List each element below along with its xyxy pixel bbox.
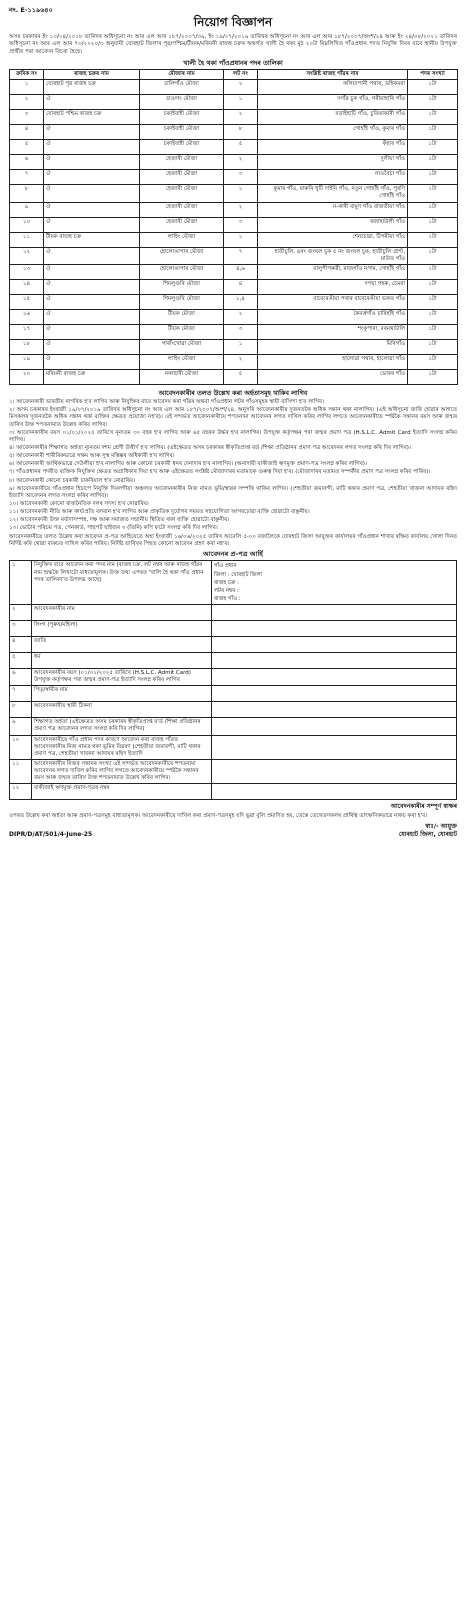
- form-row: [10, 784, 457, 800]
- form-row-value-field[interactable]: [212, 620, 457, 636]
- condition-item: ৩। আবেদনকাৰীৰ বয়স ০১/০১/২০২৫ তাৰিখে নূন্যতম ৩০ বছৰ হ'ব লাগিব আৰু ৬৫ বছৰৰ উৰ্দ্ধৰ হ'ব নালাগিব। উপযুক্ত কৰ্তৃপক্ষৰ পৰা জন্মৰ প্ৰমাণ পত্ৰ (H.S.L.C. Admit Card ইত্যাদি সংলগ্ন কৰিব লাগিব।: [9, 429, 457, 443]
- form-row-label: ধৰ্ম: [32, 652, 212, 668]
- dipr-number: DIPR/D/AT/501/4-June-25: [9, 831, 93, 839]
- cell-circle: ঐ: [44, 264, 140, 279]
- cell-sl: ৬: [10, 155, 44, 170]
- form-row-label: লিংগ (পুৰুষ/মহিলা): [32, 620, 212, 636]
- form-row: [10, 561, 457, 605]
- form-row-label: বাকীজাই ঋণমুক্ত প্ৰমাণ-পত্ৰৰ নম্বৰ: [32, 784, 212, 800]
- cell-village: গোহাঁই গাঁও, কুমাৰ গাঁও: [258, 125, 408, 140]
- table-row: [10, 140, 458, 155]
- cell-circle: ঐ: [44, 170, 140, 185]
- header-circle: ৰাজহ চক্ৰৰ নাম: [44, 70, 140, 80]
- cell-lot: ১,৪: [224, 294, 258, 309]
- cell-mouza: নকাছাৰী মৌজা: [140, 369, 224, 384]
- cell-sl: ৯: [10, 202, 44, 217]
- conditions-closing: আবেদনকাৰীয়ে তলত উল্লেখ কৰা আবেদন প্ৰ-পত্ৰ আহিয়েতে অহা ইংৰাজী ১৬/০৬/২০২৫ তাৰিখ আবেলি ৫-০০ বজালৈকে যোৰহাট জিলা আযুক্তৰ কাৰ্যালয়ৰ গাঁওপ্ৰধান শাখাৰ ৰক্ষিত কাৰ্যালয় খোলা দিনত নিৰ্দিষ্ট কৰি থোৱা বাকচত দাখিল কৰিব পাৰিব। নিৰ্দিষ্ট তাৰিখৰ পিছত কোনো আবেদন গ্ৰহণ কৰা নহ'ব।: [9, 533, 457, 547]
- cell-mouza: চকাইবাহী মৌজা: [140, 140, 224, 155]
- cell-mouza: হোলোঙাপাৰ মৌজা: [140, 264, 224, 279]
- vacancy-table-body: [10, 80, 458, 385]
- cell-lot: ২: [224, 155, 258, 170]
- form-row-value-field[interactable]: [212, 702, 457, 718]
- cell-lot: ১: [224, 339, 258, 354]
- table-row: [10, 232, 458, 247]
- cell-lot: ৩: [224, 217, 258, 232]
- form-row-label: আবেদনকাৰীৰ বয়স (০১/০১/২০২৫ তাৰিখে (H.S.L.C. Admit Card) উপযুক্ত কৰ্তৃপক্ষৰ পৰা জন্মৰ প্ৰমাণ-পত্ৰ ইত্যাদি সংলগ্ন কৰিব লাগিব: [32, 668, 212, 685]
- cell-circle: ঐ: [44, 217, 140, 232]
- form-row-label: জাতি: [32, 636, 212, 652]
- cell-lot: ২: [224, 309, 258, 324]
- form-row-label: আবেদনকাৰীৰ নিজৰ সন্তানৰ সংখ্যা এই সন্দৰ্ভত আবেদনকাৰীয়ে শপতনামা আবেদনৰ লগত দাখিল কৰিব লাগিব লগতে আবেদনকাৰীয়ে স্পষ্টকৈ সন্তানৰ বয়স আৰু জন্মৰ তাৰিখ উক্ত শপতনামাত উল্লেখ কৰিব লাগিব।: [32, 759, 212, 783]
- cell-village: কঁহাৰ গাঁও: [258, 140, 408, 155]
- reference-number: নং. E-১১৯৬৪০: [9, 6, 53, 14]
- cell-circle: ঐ: [44, 140, 140, 155]
- condition-item: ৮। আবেদনকাৰী কোনো চৰকাৰী চাকৰিয়াল হ'ব নোৱাৰিব।: [9, 477, 136, 484]
- cell-sl: ১২: [10, 247, 44, 264]
- vacancy-table-title: খালী হৈ থকা গাঁওপ্ৰধানৰ পদৰ তালিকা: [183, 58, 283, 67]
- cell-posts: ১টা: [408, 202, 458, 217]
- header-sl: ক্ৰমিক নং: [10, 70, 44, 80]
- cell-circle: মৰিয়নী ৰাজহ চক্ৰ: [44, 369, 140, 384]
- cell-lot: ৪,৬: [224, 264, 258, 279]
- cell-mouza: টীয়ক মৌজা: [140, 324, 224, 339]
- condition-item: ১০। আবেদনকাৰী কোনো ৰাজনৈতিক দলৰ সদস্য হ'ব নোৱাৰিব।: [9, 501, 149, 508]
- cell-lot: ২: [224, 110, 258, 125]
- cell-village: হাতীচুলি, ৪নং জংঘল চুক ৫ নং জংঘল চুক, হাতীচুলি গ্ৰাণ্ট, মাউত গাঁও: [258, 247, 408, 264]
- cell-village: ৰজাহাউলী গাঁও: [258, 217, 408, 232]
- cell-mouza: লাহিং মৌজা: [140, 232, 224, 247]
- form-row-number: ৩: [10, 620, 32, 636]
- cell-circle: যোৰহাট পশ্চিম ৰাজহ চক্ৰ: [44, 110, 140, 125]
- cell-sl: ৮: [10, 185, 44, 202]
- cell-posts: ১টা: [408, 294, 458, 309]
- table-row: [10, 369, 458, 384]
- page-title: নিয়োগ বিজ্ঞাপন: [193, 15, 273, 30]
- form-row-number: ৪: [10, 636, 32, 652]
- condition-item: ৪। আবেদনকাৰীৰ শিক্ষাগত অৰ্হতা ন্যূনতম দশম শ্ৰেণী উত্তীৰ্ণ হ'ব লাগিব। (এইক্ষেত্ৰত অসম চৰকাৰৰ স্বীকৃতিপ্ৰাপ্ত বৰ্ড /শিক্ষা প্ৰতিষ্ঠানৰ প্ৰমাণ পত্ৰ আবেদনৰ লগত সংলগ্ন কৰি দিব লাগিব)।: [9, 445, 411, 452]
- form-row: [10, 668, 457, 685]
- cell-village: শেনচোৱা, টিপমীয়া গাঁও: [258, 232, 408, 247]
- cell-village: শংকুপাৰা, বৰমথাউলি: [258, 324, 408, 339]
- cell-posts: ১টা: [408, 170, 458, 185]
- cell-posts: ১টা: [408, 95, 458, 110]
- intro-paragraph: অসম চৰকাৰৰ ইং ১০/০৪/২০১৮ তাৰিখৰ অধিসূচনা নং আৰ এল আৰ ১৮৭/২০০৭/৩৯, ইং ১৯/০৭/২০১৯ তাৰিখৰ অধিসূচনা নং আৰ এল আৰ ১৮৭/২০০৭/অংশ/২৪ আৰু ইং ২৪/০৮/২০২১ তাৰিখৰ অধিসূচনা নং আৰ এল আৰ ৭৩/২০২০/৩ অনুযায়ী যোৰহাট জিলাৰ পূৱ/পশ্চিম/টীয়ক/মৰিয়নী ৰাজহ চক্ৰৰ অন্তৰ্গত খালী হৈ থকা মুঠ ২০টা নিম্নলিখিত গাঁওপ্ৰধান পদত নিযুক্তি দিবৰ বাবে স্থানীয় উপযুক্ত প্ৰাৰ্থীৰ পৰা আবেদন বিচৰা হৈছে।: [9, 34, 457, 55]
- vacancy-table: [9, 69, 458, 385]
- form-row-number: ৮: [10, 702, 32, 718]
- cell-circle: ঐ: [44, 294, 140, 309]
- cell-lot: ৭: [224, 247, 258, 264]
- form-row: [10, 620, 457, 636]
- form-row-label: পিতৃ/স্বামীৰ নাম: [32, 686, 212, 702]
- table-row: [10, 309, 458, 324]
- cell-circle: ঐ: [44, 339, 140, 354]
- table-row: [10, 185, 458, 202]
- header-mouza: মৌজাৰ নাম: [140, 70, 224, 80]
- condition-item: ৯। আবেদনকাৰীয়ে গাঁওপ্ৰধান হিচাপে নিযুক্তি দিবলগীয়া অঞ্চলত আবেদনকাৰীৰ নিজ নামত ভূমি/স্থাৱৰ সম্পত্তি থাকিব লাগিব। (শেহতীয়া জমাবন্দী, মাটি থকাৰ প্ৰমাণ পত্ৰ, শেহতীয়া খাজনা আদায়ৰ ৰছিদ ইত্যাদি আবেদনৰ লগত সংলগ্ন কৰিব লাগিব)।: [9, 485, 457, 499]
- table-row: [10, 110, 458, 125]
- form-row-label: আবেদনকাৰীৰ নাম: [32, 604, 212, 620]
- cell-sl: ৩: [10, 110, 44, 125]
- cell-sl: ১১: [10, 232, 44, 247]
- form-row-value-field[interactable]: [212, 759, 457, 783]
- condition-item: ১। আবেদনকাৰী ভাৰতীয় নাগৰিক হ'ব লাগিব আৰু নিযুক্তিৰ বাবে আবেদন কৰা গাঁৱৰ অথবা গাঁওপ্ৰধান লটৰ গাঁওসমূহৰ স্থায়ী বাসিন্দা হ'ব লাগিব।: [9, 399, 324, 406]
- cell-circle: ঐ: [44, 125, 140, 140]
- condition-item: ৭। গাঁওপ্ৰধানৰ পদবীত ব্যক্তিক নিযুক্তিৰ ক্ষেত্ৰত অগ্ৰাধিকাৰ দিয়া হ'ব আৰু এইক্ষেত্ৰত সংশ্লিষ্ট মৌজাদাৰৰ মতামতক গুৰুত্ব দিয়া হ'ব। (মৌজাদাৰৰ মতামত সম্পৰ্কীয় প্ৰমাণ পত্ৰ সংলগ্ন কৰিব পাৰিব)।: [9, 469, 431, 476]
- cell-circle: ঐ: [44, 279, 140, 294]
- header-posts: পদৰ সংখ্যা: [408, 70, 458, 80]
- form-row-number: ১২: [10, 784, 32, 800]
- form-row-label: শিক্ষাগত অৰ্হতা (এইক্ষেত্ৰত অসম চৰকাৰৰ স্বীকৃতিপ্ৰাপ্ত ব'ৰ্ড /শিক্ষা প্ৰতিষ্ঠানৰ প্ৰমাণ পত্ৰ আবেদনৰ লগত সংলগ্ন কৰি দিব লাগিব): [32, 718, 212, 735]
- cell-village: দগাঁৱ চুক গাঁও, গৰীয়াহাৰি গাঁও: [258, 95, 408, 110]
- cell-posts: ১টা: [408, 125, 458, 140]
- form-row-value-field[interactable]: [212, 686, 457, 702]
- cell-mouza: হেজাৰী মৌজা: [140, 170, 224, 185]
- form-row-number: ৫: [10, 652, 32, 668]
- cell-posts: ১টা: [408, 354, 458, 369]
- cell-posts: ১টা: [408, 339, 458, 354]
- post-detail-line: গাঁও প্ৰধান: [214, 563, 237, 570]
- conditions-list: [9, 399, 457, 532]
- table-row: [10, 324, 458, 339]
- header-village: সংশ্লিষ্ট ৰাজহ গাঁৱৰ নাম: [258, 70, 408, 80]
- cell-sl: ৫: [10, 140, 44, 155]
- condition-item: ১২। আবেদনকাৰী উক্ত মৰ্যাদাসম্পন্ন, দক্ষ আৰু সমাজত সন্মানীয় স্থিতিত থকা ব্যক্তি হোৱাটো বাঞ্ছনীয়।: [9, 517, 230, 524]
- form-row: [10, 718, 457, 735]
- signer-title: স্বাঃ/- আয়ুক্ত: [425, 823, 457, 831]
- cell-village: নাওবৈচা গাঁও: [258, 170, 408, 185]
- cell-village: ভোৰৰ গাঁও: [258, 369, 408, 384]
- table-row: [10, 279, 458, 294]
- vacancy-table-header: [10, 70, 458, 80]
- form-row-number: ৬: [10, 668, 32, 685]
- table-row: [10, 294, 458, 309]
- cell-sl: ৪: [10, 125, 44, 140]
- post-detail-line: জিলা : যোৰহাট জিলা: [214, 571, 263, 578]
- form-row-value-field[interactable]: [212, 718, 457, 735]
- application-form-table: [9, 560, 457, 800]
- form-row-value-field[interactable]: [212, 668, 457, 685]
- cell-mouza: চাওদাং মৌজা: [140, 95, 224, 110]
- cell-sl: ১৯: [10, 354, 44, 369]
- cell-mouza: লাহিং মৌজা: [140, 354, 224, 369]
- condition-item: ২। অসম চৰকাৰৰ ইংৰাজী ১৯/০৭/২০১৯ তাৰিখৰ অধিসূচনা নং আৰ এল আৰ ১৮৭/২০০৭/অংশ/২৪, অনুসৰি আবেদনকাৰীৰ দুজনতকৈ অধিক সন্তান থকা নালাগিব। (এই অধিসূচনা জাৰি হোৱাৰ আগতে মিসকলৰ দুজনতকৈ অধিক সন্তান থকা ব্যক্তিৰ ক্ষেত্ৰত প্ৰযোজ্য নহ'ব)। এই সন্দৰ্ভত আবেদনকাৰীয়ে শপতনামা আবেদনৰ লগত দাখিল কৰিব লাগিব লগতে আবেদনকাৰীয়ে স্পষ্টকৈ সন্তানৰ বয়স আৰু জন্মৰ তাৰিখ উক্ত শপতনামাত উল্লেখ কৰিব লাগিব।: [9, 407, 457, 428]
- cell-sl: ২০: [10, 369, 44, 384]
- table-row: [10, 264, 458, 279]
- cell-posts: ১টা: [408, 247, 458, 264]
- form-row-post-details: [212, 561, 457, 605]
- cell-village: মিৰিগাঁও: [258, 339, 408, 354]
- cell-circle: ঐ: [44, 185, 140, 202]
- cell-sl: ৭: [10, 170, 44, 185]
- cell-lot: ২: [224, 354, 258, 369]
- form-row-number: ১১: [10, 759, 32, 783]
- signer-office: যোৰহাট জিলা, যোৰহাট: [398, 831, 457, 839]
- cell-circle: ঐ: [44, 247, 140, 264]
- applicant-signature-label: আবেদনকাৰীৰ সম্পূৰ্ণ স্বাক্ষৰ: [390, 803, 457, 811]
- form-row-number: ৭: [10, 686, 32, 702]
- cell-sl: ১৭: [10, 324, 44, 339]
- condition-item: ৬। আবেদনকাৰী আৰ্থিকভাৱে দেউলীয়া হ'ব নালাগিব আৰু কোনো চৰকাৰী ধনৰ দেনাদাৰ হ'ব নালাগিব। (অনাদায়ী বাকীজাই ঋণমুক্ত প্ৰমাণ-পত্ৰ সংলগ্ন কৰিব লাগিব)।: [9, 461, 367, 468]
- form-row-label: নিযুক্তিৰ বাবে আবেদন কৰা পদৰ নাম (ৰাজহ চক্ৰ, লট নম্বৰ আৰু ৰাজহ গাঁৱৰ নাম শুদ্ধকৈ লিখাটো বাধ্যতামূলক। উক্ত তথ্য ওপৰত 'খালি হৈ থকা গাঁও প্ৰধান পদৰ তালিকা'ত উপলব্ধ আছে): [32, 561, 212, 605]
- cell-posts: ১টা: [408, 185, 458, 202]
- table-row: [10, 202, 458, 217]
- cell-mouza: চালিগাঁও মৌজা: [140, 80, 224, 95]
- cell-circle: ঐ: [44, 354, 140, 369]
- cell-sl: ১৮: [10, 339, 44, 354]
- cell-sl: ১৩: [10, 264, 44, 279]
- cell-village: কৈবৰ্ত্তগাঁও চাৰিহাঁই গাঁও: [258, 309, 408, 324]
- table-row: [10, 80, 458, 95]
- cell-mouza: হেজাৰী মৌজা: [140, 185, 224, 202]
- form-title: আবেদনৰ প্ৰ-পত্ৰ আৰ্হি: [203, 549, 263, 558]
- form-row-value-field[interactable]: [212, 604, 457, 620]
- post-detail-line: ৰাজহ গাঁও :: [214, 595, 241, 602]
- cell-village: কুমাৰ গাঁও, মাৰুৰি খুটি দাইনি গাঁও, নতুন গোহাঁই গাঁও, পুৰণি গোহাঁই গাঁও: [258, 185, 408, 202]
- cell-lot: ৮: [224, 125, 258, 140]
- cell-mouza: হোলোঙাপাৰ মৌজা: [140, 247, 224, 264]
- cell-lot: ২: [224, 202, 258, 217]
- cell-posts: ১টা: [408, 309, 458, 324]
- cell-sl: ২: [10, 95, 44, 110]
- cell-mouza: চকাইবাহী মৌজা: [140, 125, 224, 140]
- cell-lot: ৫: [224, 140, 258, 155]
- cell-lot: ৪: [224, 279, 258, 294]
- cell-sl: ১০: [10, 217, 44, 232]
- form-row-number: ১: [10, 561, 32, 605]
- cell-mouza: শিমলুগুৰি মৌজা: [140, 294, 224, 309]
- cell-sl: ১৪: [10, 279, 44, 294]
- form-row-number: ২: [10, 604, 32, 620]
- cell-circle: ঐ: [44, 95, 140, 110]
- cell-lot: ৩: [224, 324, 258, 339]
- post-detail-line: লটৰ নম্বৰ :: [214, 587, 239, 594]
- cell-sl: ১: [10, 80, 44, 95]
- header-row: [9, 6, 457, 14]
- form-row: [10, 686, 457, 702]
- condition-item: ১১। আবেদনকাৰী নীতি আৰু কাৰ্য্যপ্ৰতি বলবান হ'ব লাগিব আৰু প্ৰাকৃতিক দুৰ্যোগৰ সময়ত সহযোগিতা আগবঢ়োৱা ব্যক্তি হোৱাটো বাঞ্ছনীয়।: [9, 509, 310, 516]
- cell-circle: ঐ: [44, 155, 140, 170]
- footer-row: [9, 823, 457, 839]
- table-row: [10, 247, 458, 264]
- cell-lot: ২: [224, 80, 258, 95]
- cell-village: বড়াইহাটি গাঁও, চুতিয়াকাৰী গাঁও: [258, 110, 408, 125]
- cell-village: দপয়া গহৰু, চেমৰা: [258, 279, 408, 294]
- cell-circle: ঐ: [44, 202, 140, 217]
- form-row-value-field[interactable]: [212, 636, 457, 652]
- form-row-number: ৯: [10, 718, 32, 735]
- condition-item: ৫। আবেদনকাৰী শাৰীৰিকভাৱে সক্ষম আৰু সুস্থ মস্তিষ্কৰ অধিকাৰী হ'ব লাগিব।: [9, 453, 175, 460]
- cell-village: দুলীয়া গাঁও: [258, 155, 408, 170]
- cell-posts: ১টা: [408, 110, 458, 125]
- cell-sl: ১৬: [10, 309, 44, 324]
- cell-posts: ১টা: [408, 80, 458, 95]
- cell-village: বালুপীপৰুৱী, মাজগাঁও নপাম, গোহাঁই গাঁও: [258, 264, 408, 279]
- form-row-number: ১০: [10, 735, 32, 759]
- table-row: [10, 95, 458, 110]
- signer-block: [399, 823, 457, 839]
- form-row-label: আবেদনকাৰীয়ে গাঁও প্ৰধান পদৰ কাৰণে আবেদন কৰা ৰাজহ গাঁৱত আবেদনকাৰীৰ নিজ নামত থকা ভূমিৰ বিৱৰণ (শেহতীয়া জমাবন্দী, মাটি থকাৰ প্ৰমাণ পত্ৰ, শেহতীয়া খাজনা আদায়ৰ ৰছিদ ইত্যাদি: [32, 735, 212, 759]
- cell-sl: ১৫: [10, 294, 44, 309]
- cell-circle: যোৰহাট পূৱ ৰাজহ চক্ৰ: [44, 80, 140, 95]
- cell-lot: ৩: [224, 170, 258, 185]
- table-row: [10, 339, 458, 354]
- cell-posts: ১টা: [408, 369, 458, 384]
- form-row: [10, 604, 457, 620]
- cell-mouza: টীয়ক মৌজা: [140, 309, 224, 324]
- form-row-value-field[interactable]: [212, 652, 457, 668]
- form-row-value-field[interactable]: [212, 735, 457, 759]
- cell-circle: টীয়ক ৰাজহ চক্ৰ: [44, 232, 140, 247]
- condition-item: ১৩। ভোটাৰ পৰিচয় পত্ৰ, পেনকাৰ্ড, পাছপৰ্ট ছাইজৰ ৩ (তিনি) কপি ফটো সংলগ্ন কৰি দিব লাগিব।: [9, 525, 218, 532]
- header-lot: লট নং: [224, 70, 258, 80]
- table-row: [10, 155, 458, 170]
- cell-circle: ঐ: [44, 324, 140, 339]
- cell-lot: ১: [224, 95, 258, 110]
- cell-posts: ১টা: [408, 324, 458, 339]
- form-row: [10, 702, 457, 718]
- cell-posts: ১টা: [408, 279, 458, 294]
- cell-posts: ১টা: [408, 232, 458, 247]
- cell-mouza: হেজাৰী মৌজা: [140, 155, 224, 170]
- cell-village: কলিয়াপানী পথাৰ, ডহিকমৰা: [258, 80, 408, 95]
- cell-posts: ১টা: [408, 217, 458, 232]
- cell-mouza: চকাইবাহী মৌজা: [140, 110, 224, 125]
- cell-lot: ৫: [224, 369, 258, 384]
- table-row: [10, 217, 458, 232]
- form-row: [10, 735, 457, 759]
- cell-mouza: গাৰাঁংখোৱা মৌজা: [140, 339, 224, 354]
- cell-village: বাবেৰেঙীয়া পথাৰ বাবেৰেঙীয়া ভকত গাঁও: [258, 294, 408, 309]
- cell-village: ন-কাৰী বামুণ গাঁও বাজতীয়া গাঁও: [258, 202, 408, 217]
- table-row: [10, 125, 458, 140]
- cell-mouza: হেজাৰী মৌজা: [140, 217, 224, 232]
- cell-posts: ১টা: [408, 264, 458, 279]
- form-row: [10, 759, 457, 783]
- cell-lot: ১: [224, 232, 258, 247]
- form-row: [10, 652, 457, 668]
- cell-lot: ১: [224, 185, 258, 202]
- conditions-title: আবেদনকাৰীৰ তলত উল্লেখ কৰা অৰ্হতাসমূহ থাকিব লাগিব: [158, 388, 308, 397]
- cell-village: হালোৱা পথাৰ, হালোৱা গাঁও: [258, 354, 408, 369]
- form-row-value-field[interactable]: [212, 784, 457, 800]
- post-detail-line: ৰাজহ চক্ৰ :: [214, 579, 239, 586]
- cell-posts: ১টা: [408, 155, 458, 170]
- form-row-label: আবেদনকাৰীৰ স্থায়ী ঠিকনা: [32, 702, 212, 718]
- cell-mouza: হেজাৰী মৌজা: [140, 202, 224, 217]
- table-row: [10, 170, 458, 185]
- cell-posts: ১টা: [408, 140, 458, 155]
- form-row: [10, 636, 457, 652]
- table-row: [10, 354, 458, 369]
- cell-circle: ঐ: [44, 309, 140, 324]
- footer-note: ওপৰত উল্লেখ কৰা অৰ্হতা আৰু প্ৰমাণ-পত্ৰসমূহ বাধ্যতামূলক। আবেদনকাৰীয়ে দাখিল কৰা প্ৰমাণ-পত্ৰসমূহ যদি ভুৱা বুলি প্ৰমাণিত হয়, তেন্তে তেখেতসকলৰ প্ৰাৰ্থিত্ব তাৎক্ষণিকভাৱে নাকচ কৰা হ'ব।: [9, 813, 428, 820]
- cell-mouza: শিমলুগুৰি মৌজা: [140, 279, 224, 294]
